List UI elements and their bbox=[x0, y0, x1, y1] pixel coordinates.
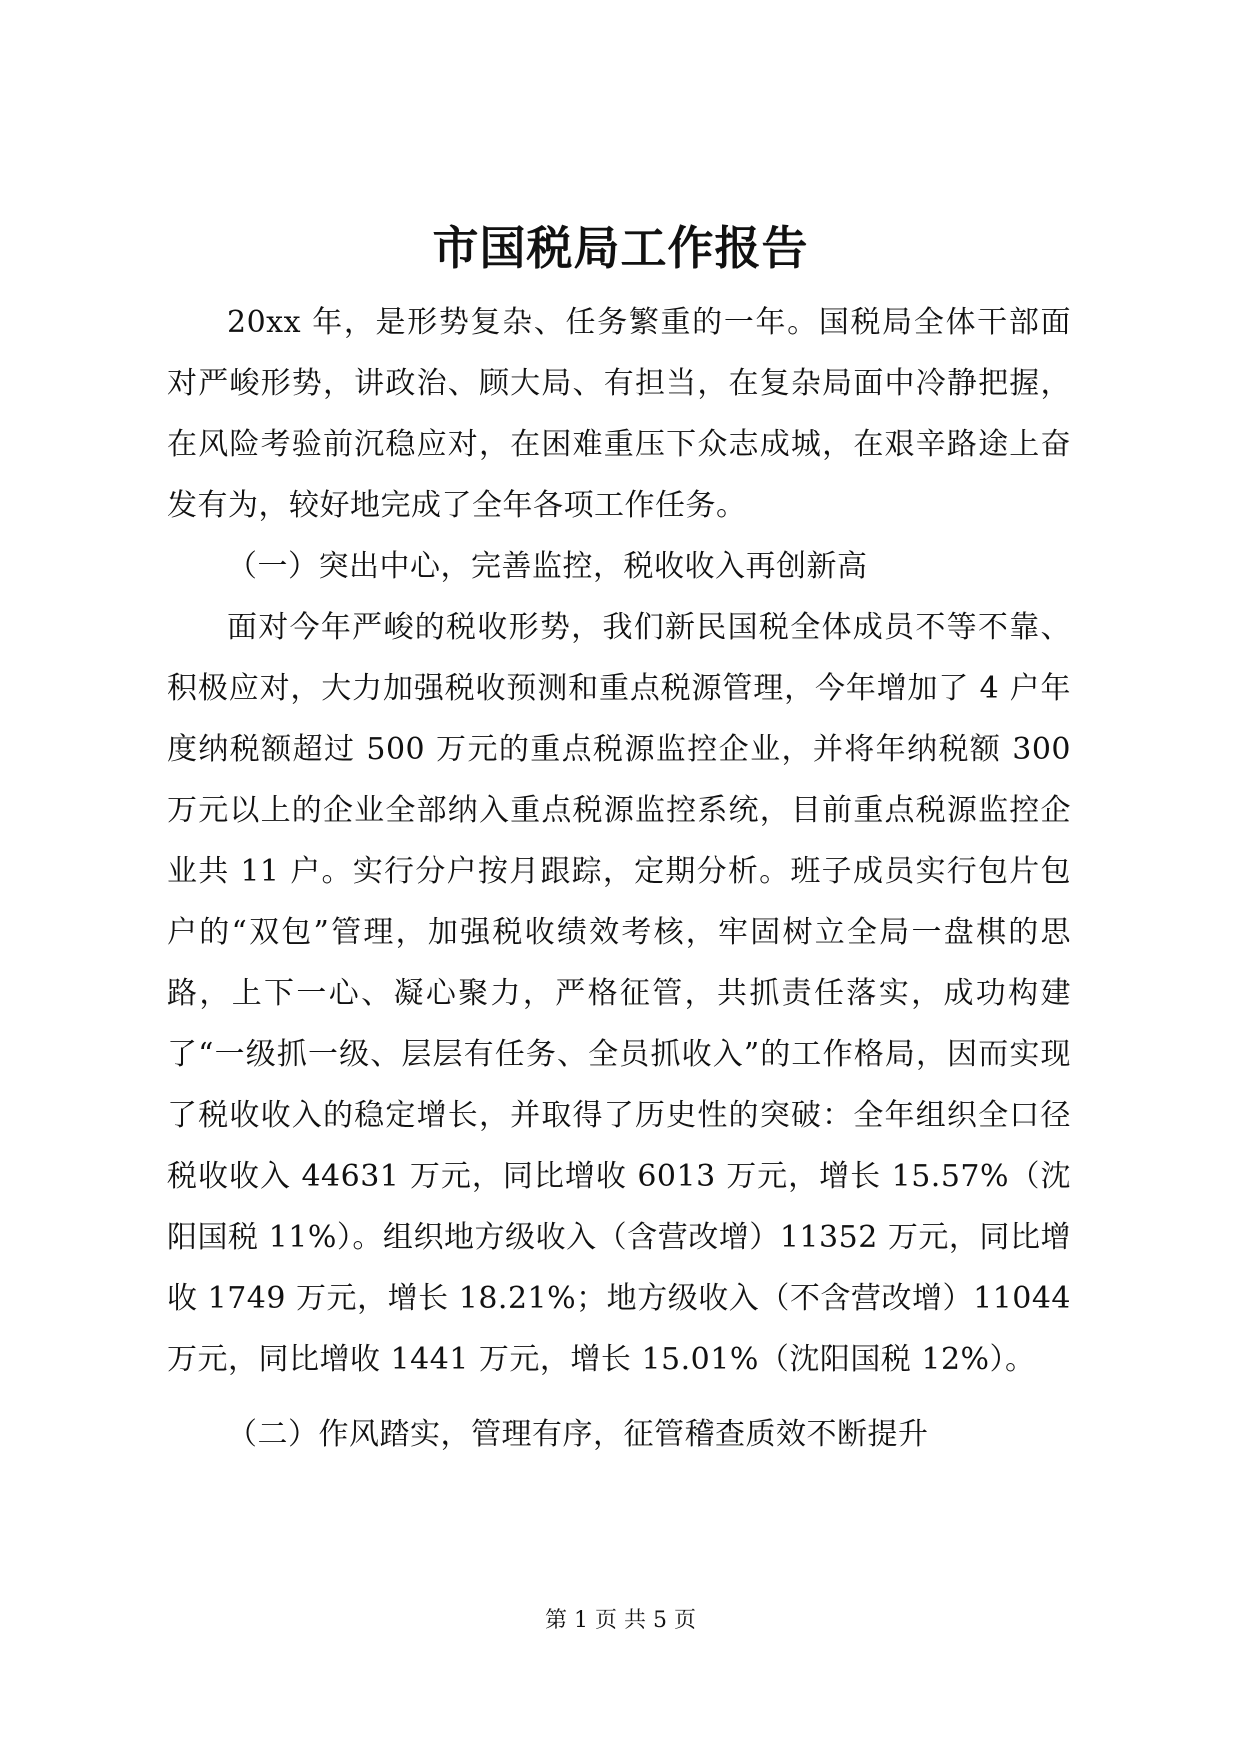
section-1-paragraph: 面对今年严峻的税收形势，我们新民国税全体成员不等不靠、积极应对，大力加强税收预测和重点税源管理，今年增加了 4 户年度纳税额超过 500 万元的重点税源监控企业，并将年纳税额 300 万元以上的企业全部纳入重点税源监控系统，目前重点税源监控企业共 11 户。实行分户按月跟踪，定期分析。班子成员实行包片包户的“双包”管理，加强税收绩效考核，牢固树立全局一盘棋的思路，上下一心、凝心聚力，严格征管，共抓责任落实，成功构建了“一级抓一级、层层有任务、全员抓收入”的工作格局，因而实现了税收收入的稳定增长，并取得了历史性的突破：全年组织全口径税收收入 44631 万元，同比增收 6013 万元，增长 15.57%（沈阳国税 11%）。组织地方级收入（含营改增）11352 万元，同比增收 1749 万元，增长 18.21%；地方级收入（不含营改增）11044 万元，同比增收 1441 万元，增长 15.01%（沈阳国税 12%）。 bbox=[167, 610, 1071, 1377]
document-body bbox=[167, 292, 1071, 1465]
paragraph-spacer bbox=[167, 1390, 1071, 1404]
intro-paragraph: 20xx 年，是形势复杂、任务繁重的一年。国税局全体干部面对严峻形势，讲政治、顾大局、有担当，在复杂局面中冷静把握，在风险考验前沉稳应对，在困难重压下众志成城，在艰辛路途上奋发有为，较好地完成了全年各项工作任务。 bbox=[167, 305, 1071, 523]
page-footer: 第 1 页 共 5 页 bbox=[545, 1608, 696, 1633]
section-heading-1: （一）突出中心，完善监控，税收收入再创新高 bbox=[227, 549, 868, 584]
section-heading-2: （二）作风踏实，管理有序，征管稽查质效不断提升 bbox=[227, 1417, 929, 1452]
document-title: 市国税局工作报告 bbox=[432, 221, 809, 275]
